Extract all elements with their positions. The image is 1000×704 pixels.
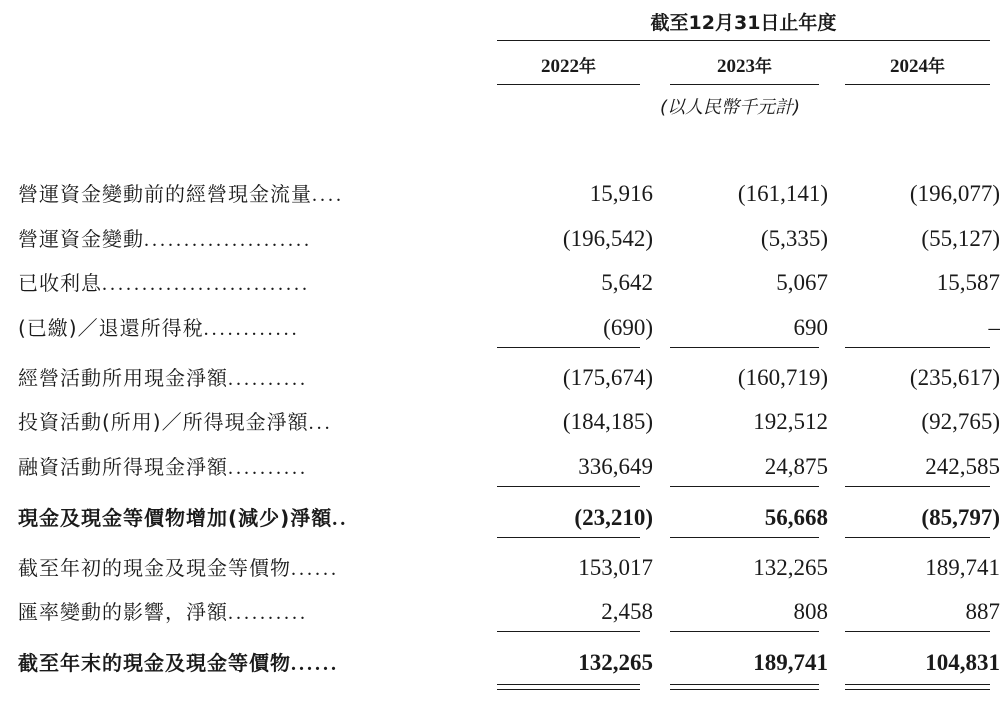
label-text: 截至年末的現金及現金等價物 <box>18 651 291 675</box>
row-label-operating-cash-flow-before-wc <box>18 179 344 210</box>
value-2022: 15,916 <box>589 181 653 206</box>
row-label-net-cash-operating <box>18 363 308 394</box>
value-2023: 192,512 <box>753 409 828 434</box>
dot-leader: ... <box>308 412 333 434</box>
value-2024: 887 <box>965 599 1000 624</box>
value-2023: (160,719) <box>737 365 828 390</box>
dot-leader: .... <box>312 184 344 206</box>
year-number: 2024 <box>890 56 928 77</box>
value-2024: (92,765) <box>921 409 1000 434</box>
subtotal-rule <box>845 486 990 487</box>
value-2022: (175,674) <box>562 365 653 390</box>
value-2022: 5,642 <box>601 270 653 295</box>
value-2023: 189,741 <box>753 650 828 675</box>
label-text: 投資活動(所用)／所得現金淨額 <box>18 410 309 434</box>
value-2024: 189,741 <box>925 555 1000 580</box>
year-underline-2023 <box>670 84 819 85</box>
year-number: 2022 <box>541 56 579 77</box>
subtotal-rule <box>497 486 640 487</box>
row-label-net-change-in-cash <box>18 503 348 534</box>
row-label-cash-ending <box>18 648 339 679</box>
subtotal-rule <box>670 486 819 487</box>
year-header-2023 <box>670 54 819 80</box>
dot-leader: .......................... <box>102 273 310 295</box>
value-2024: (196,077) <box>909 181 1000 206</box>
subtotal-rule <box>845 347 990 348</box>
value-2024: (55,127) <box>921 226 1000 251</box>
value-2022: (23,210) <box>574 505 653 530</box>
dot-leader: .. <box>332 508 349 530</box>
value-2022: (690) <box>603 315 653 340</box>
year-header-2022 <box>497 54 640 80</box>
subtotal-rule <box>845 631 990 632</box>
value-2024: (235,617) <box>909 365 1000 390</box>
year-number: 2023 <box>717 56 755 77</box>
total-double-rule-top <box>670 684 819 685</box>
value-2022: 336,649 <box>578 454 653 479</box>
dot-leader: .......... <box>228 457 308 479</box>
total-double-rule-top <box>845 684 990 685</box>
subtotal-rule <box>670 347 819 348</box>
value-2023: 24,875 <box>764 454 828 479</box>
value-2024: (85,797) <box>921 505 1000 530</box>
value-2022: 132,265 <box>578 650 653 675</box>
row-label-income-tax <box>18 313 300 344</box>
label-text: 匯率變動的影響，淨額 <box>18 600 228 624</box>
row-label-cash-beginning <box>18 553 339 584</box>
label-text: 已收利息 <box>18 271 102 295</box>
unit-note: (以人民幣千元計) <box>659 97 801 118</box>
total-double-rule-bottom <box>845 689 990 690</box>
value-2023: 690 <box>793 315 828 340</box>
dot-leader: ...... <box>291 558 339 580</box>
value-2024: 15,587 <box>936 270 1000 295</box>
dot-leader: ..................... <box>144 229 312 251</box>
dot-leader: .......... <box>228 602 308 624</box>
period-title-underline <box>497 40 990 41</box>
total-double-rule-bottom <box>670 689 819 690</box>
value-2023: (5,335) <box>760 226 828 251</box>
row-label-working-capital-changes <box>18 224 312 255</box>
row-label-net-cash-financing <box>18 452 308 483</box>
total-double-rule-bottom <box>497 689 640 690</box>
year-underline-2022 <box>497 84 640 85</box>
value-2024: 242,585 <box>925 454 1000 479</box>
label-text: 經營活動所用現金淨額 <box>18 366 228 390</box>
subtotal-rule <box>497 347 640 348</box>
row-label-fx-effect <box>18 597 308 628</box>
year-suffix: 年 <box>579 57 596 77</box>
label-text: 截至年初的現金及現金等價物 <box>18 556 291 580</box>
row-label-net-cash-investing <box>18 407 333 438</box>
row-label-interest-received <box>18 268 310 299</box>
subtotal-rule <box>670 631 819 632</box>
value-2023: (161,141) <box>737 181 828 206</box>
value-2022: (184,185) <box>562 409 653 434</box>
subtotal-rule <box>497 631 640 632</box>
value-2022: (196,542) <box>562 226 653 251</box>
value-2022: 2,458 <box>601 599 653 624</box>
value-2024: – <box>988 315 1000 340</box>
label-text: 現金及現金等價物增加(減少)淨額 <box>18 506 333 530</box>
value-2022: 153,017 <box>578 555 653 580</box>
year-suffix: 年 <box>928 57 945 77</box>
value-2023: 132,265 <box>753 555 828 580</box>
label-text: 營運資金變動前的經營現金流量 <box>18 182 312 206</box>
period-title: 截至12月31日止年度 <box>650 12 837 34</box>
label-text: 營運資金變動 <box>18 227 144 251</box>
subtotal-rule <box>845 537 990 538</box>
dot-leader: ...... <box>291 653 339 675</box>
value-2024: 104,831 <box>925 650 1000 675</box>
year-underline-2024 <box>845 84 990 85</box>
dot-leader: ............ <box>203 318 300 340</box>
label-text: 融資活動所得現金淨額 <box>18 455 228 479</box>
dot-leader: .......... <box>228 368 308 390</box>
year-suffix: 年 <box>755 57 772 77</box>
value-2023: 56,668 <box>764 505 828 530</box>
value-2023: 808 <box>793 599 828 624</box>
total-double-rule-top <box>497 684 640 685</box>
label-text: (已繳)／退還所得稅 <box>18 316 204 340</box>
value-2023: 5,067 <box>776 270 828 295</box>
subtotal-rule <box>497 537 640 538</box>
subtotal-rule <box>670 537 819 538</box>
year-header-2024 <box>845 54 990 80</box>
